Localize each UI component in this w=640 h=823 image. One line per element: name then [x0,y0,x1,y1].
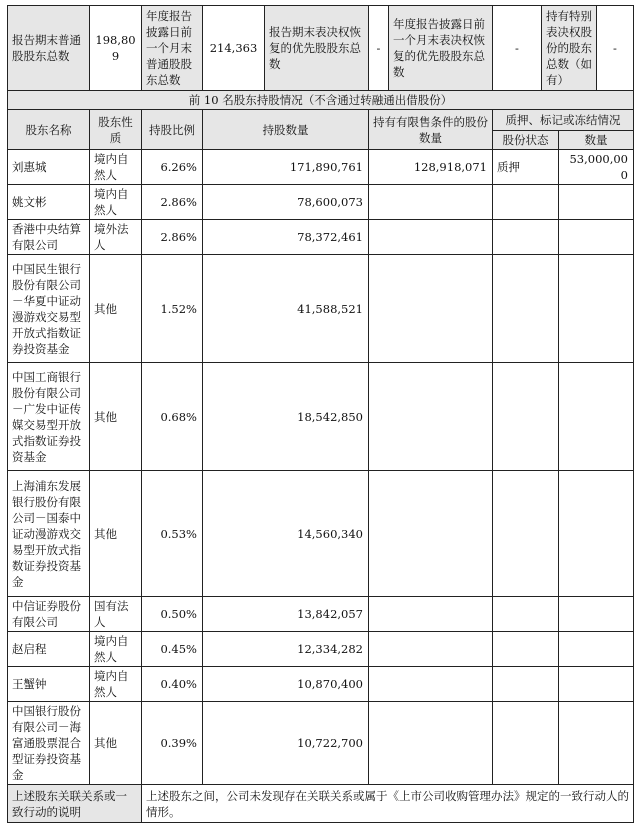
cell-shares: 78,600,073 [203,185,369,220]
cell-nature: 其他 [90,702,142,785]
cell-name: 姚文彬 [8,185,90,220]
summary-value-3: - [369,6,389,91]
cell-nature: 境内自然人 [90,185,142,220]
header-pledge-group: 质押、标记或冻结情况 [493,110,634,131]
summary-value-2: 214,363 [203,6,265,91]
summary-value-5: - [596,6,633,90]
footer-text: 上述股东之间，公司未发现存在关联关系或属于《上市公司收购管理办法》规定的一致行动人的情形。 [142,785,634,823]
header-pledge-status: 股份状态 [493,131,559,150]
cell-name: 赵启程 [8,632,90,667]
cell-qty [559,255,634,363]
cell-status [493,632,559,667]
cell-name: 香港中央结算有限公司 [8,220,90,255]
summary-label-4: 年度报告披露日前一个月末表决权恢复的优先股股东总数 [389,6,493,91]
cell-nature: 其他 [90,363,142,471]
cell-shares: 12,334,282 [203,632,369,667]
summary-label-5-text: 持有特别表决权股份的股东总数（如有） [542,6,596,90]
cell-qty [559,220,634,255]
cell-name: 中信证券股份有限公司 [8,597,90,632]
cell-shares: 18,542,850 [203,363,369,471]
cell-qty [559,667,634,702]
cell-shares: 10,722,700 [203,702,369,785]
cell-ratio: 0.68% [142,363,203,471]
table-row [8,220,634,255]
cell-status [493,702,559,785]
cell-shares: 14,560,340 [203,471,369,597]
cell-restricted [369,702,493,785]
cell-status: 质押 [493,150,559,185]
cell-ratio: 0.40% [142,667,203,702]
cell-qty [559,471,634,597]
cell-qty [559,363,634,471]
cell-restricted [369,667,493,702]
cell-status [493,255,559,363]
table-row [8,597,634,632]
cell-restricted [369,632,493,667]
cell-ratio: 1.52% [142,255,203,363]
table-row [8,632,634,667]
cell-nature: 境内自然人 [90,632,142,667]
summary-label-2: 年度报告披露日前一个月末普通股股东总数 [142,6,203,91]
cell-name: 上海浦东发展银行股份有限公司－国泰中证动漫游戏交易型开放式指数证券投资基金 [8,471,90,597]
summary-label-3: 报告期末表决权恢复的优先股股东总数 [265,6,369,91]
cell-ratio: 6.26% [142,150,203,185]
cell-ratio: 0.53% [142,471,203,597]
cell-restricted [369,597,493,632]
cell-shares: 41,588,521 [203,255,369,363]
cell-ratio: 2.86% [142,185,203,220]
summary-value-4: - [493,6,542,91]
cell-shares: 10,870,400 [203,667,369,702]
cell-qty [559,597,634,632]
cell-ratio: 0.45% [142,632,203,667]
cell-restricted [369,363,493,471]
cell-status [493,597,559,632]
summary-label-1: 报告期末普通股股东总数 [8,6,90,91]
cell-nature: 其他 [90,471,142,597]
header-name: 股东名称 [8,110,90,150]
cell-restricted [369,220,493,255]
table-row [8,667,634,702]
cell-status [493,471,559,597]
shareholder-table [7,5,634,823]
cell-restricted [369,471,493,597]
header-ratio: 持股比例 [142,110,203,150]
summary-value-1: 198,809 [90,6,142,91]
header-pledge-qty: 数量 [559,131,634,150]
cell-nature: 境内自然人 [90,667,142,702]
cell-qty: 53,000,000 [559,150,634,185]
cell-qty [559,185,634,220]
table-row [8,255,634,363]
table-row [8,150,634,185]
cell-name: 中国民生银行股份有限公司－华夏中证动漫游戏交易型开放式指数证券投资基金 [8,255,90,363]
cell-status [493,363,559,471]
cell-shares: 13,842,057 [203,597,369,632]
cell-ratio: 0.50% [142,597,203,632]
summary-label-5 [542,6,634,91]
section-title-row [8,91,634,110]
cell-status [493,667,559,702]
cell-status [493,220,559,255]
cell-qty [559,632,634,667]
header-restricted: 持有有限售条件的股份数量 [369,110,493,150]
table-row [8,702,634,785]
cell-ratio: 0.39% [142,702,203,785]
cell-name: 王蟹钟 [8,667,90,702]
cell-shares: 78,372,461 [203,220,369,255]
footer-label: 上述股东关联关系或一致行动的说明 [8,785,142,823]
cell-name: 刘惠城 [8,150,90,185]
cell-nature: 其他 [90,255,142,363]
table-row [8,471,634,597]
cell-restricted [369,185,493,220]
cell-restricted: 128,918,071 [369,150,493,185]
footer-row [8,785,634,823]
table-row [8,185,634,220]
cell-nature: 国有法人 [90,597,142,632]
cell-name: 中国工商银行股份有限公司－广发中证传媒交易型开放式指数证券投资基金 [8,363,90,471]
cell-restricted [369,255,493,363]
cell-nature: 境外法人 [90,220,142,255]
section-title: 前 10 名股东持股情况（不含通过转融通出借股份） [8,91,634,110]
cell-name: 中国银行股份有限公司－海富通股票混合型证券投资基金 [8,702,90,785]
header-shares: 持股数量 [203,110,369,150]
table-row [8,363,634,471]
cell-status [493,185,559,220]
cell-nature: 境内自然人 [90,150,142,185]
header-nature: 股东性质 [90,110,142,150]
header-row [8,110,634,131]
cell-shares: 171,890,761 [203,150,369,185]
cell-ratio: 2.86% [142,220,203,255]
summary-row [8,6,634,91]
cell-qty [559,702,634,785]
